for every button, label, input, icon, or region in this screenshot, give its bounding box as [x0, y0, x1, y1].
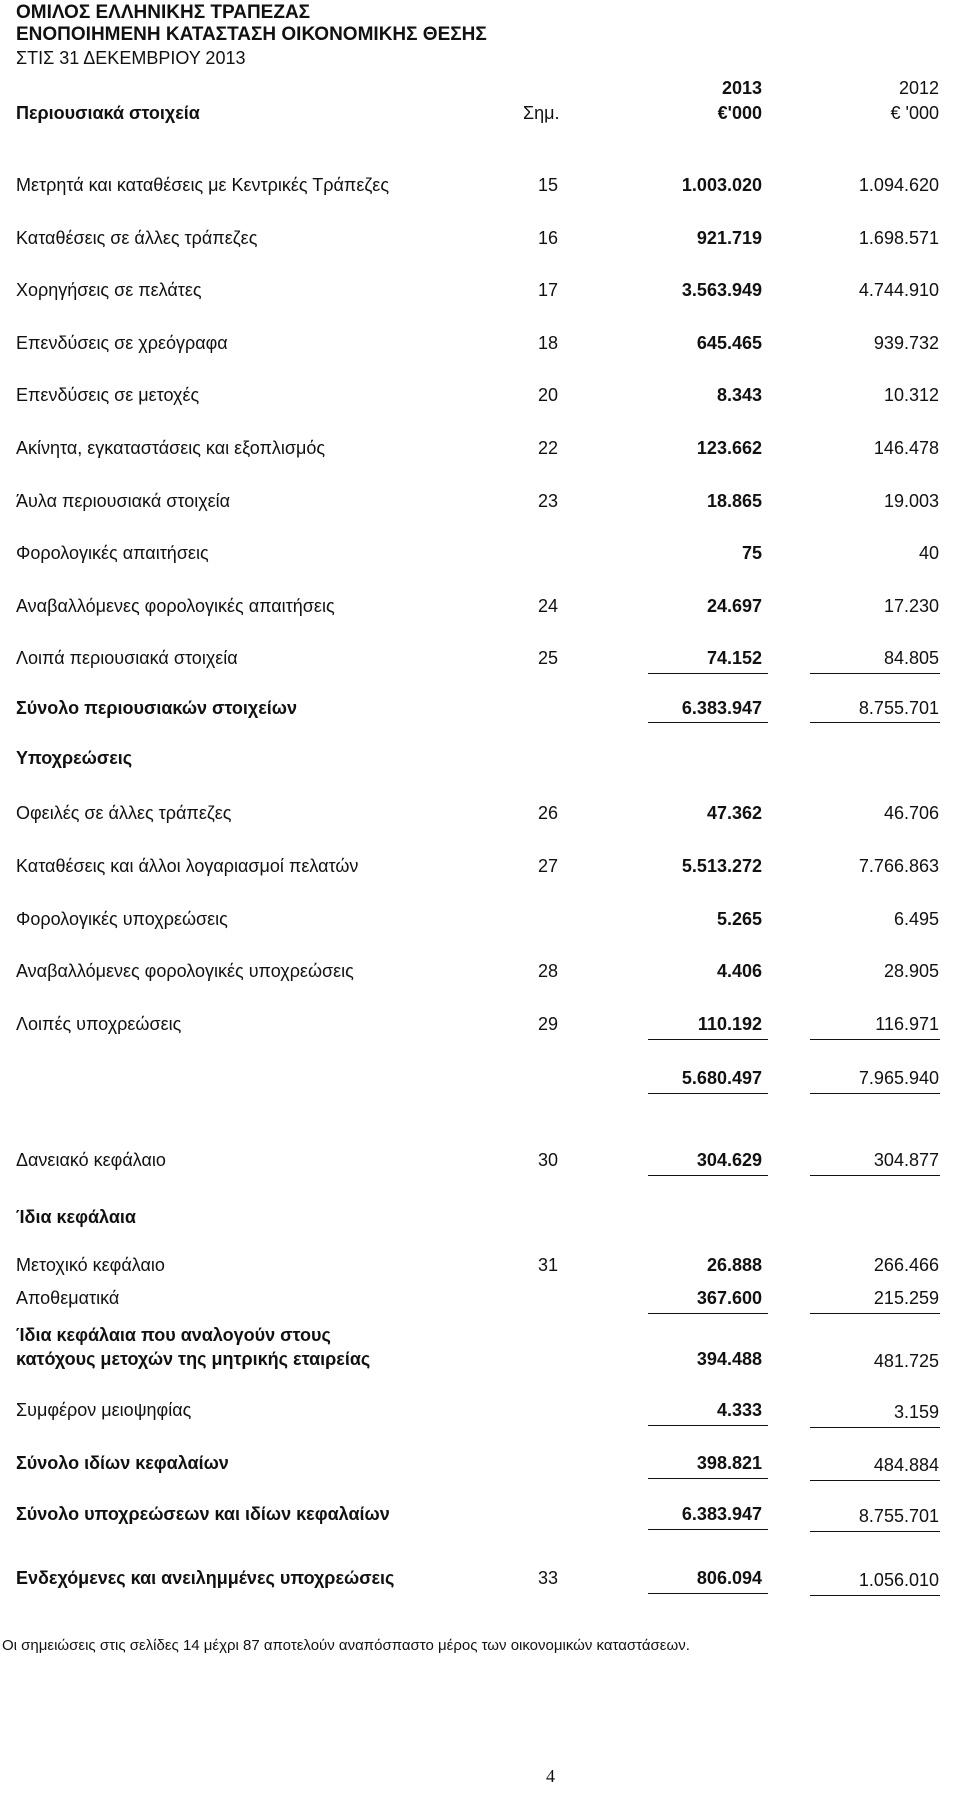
row-label: Αναβαλλόμενες φορολογικές υποχρεώσεις: [16, 961, 354, 981]
row-note: 24: [538, 596, 559, 616]
row-value-2012: 19.003: [883, 491, 939, 511]
row-label: Λοιπά περιουσιακά στοιχεία: [16, 648, 238, 668]
underline-2012: [810, 1480, 940, 1481]
total-equity-2012: 484.884: [873, 1455, 939, 1475]
row-value-2012: 266.466: [873, 1255, 939, 1275]
row-note: 17: [538, 280, 559, 300]
row-label: Λοιπές υποχρεώσεις: [16, 1014, 182, 1034]
contingent-2012: 1.056.010: [858, 1570, 939, 1590]
row-value-2013: 4.406: [716, 961, 762, 981]
year-2013-heading: 2013: [721, 78, 762, 98]
underline-2013: [648, 1529, 768, 1530]
row-label: Ακίνητα, εγκαταστάσεις και εξοπλισμός: [16, 438, 326, 458]
row-value-2012: 28.905: [883, 961, 939, 981]
row-value-2012: 46.706: [883, 803, 939, 823]
row-label: Επενδύσεις σε χρεόγραφα: [16, 333, 228, 353]
row-note: 31: [538, 1255, 559, 1275]
row-value-2013: 123.662: [696, 438, 762, 458]
row-label: Φορολογικές απαιτήσεις: [16, 543, 209, 563]
underline-2013: [648, 1093, 768, 1094]
underline-2012: [810, 1427, 940, 1428]
row-value-2013: 5.265: [716, 909, 762, 929]
row-label: Καταθέσεις και άλλοι λογαριασμοί πελατών: [16, 856, 359, 876]
contingent-2013: 806.094: [696, 1568, 762, 1588]
statement-date: ΣΤΙΣ 31 ΔΕΚΕΜΒΡΙΟΥ 2013: [16, 48, 246, 68]
loan-capital-note: 30: [538, 1150, 559, 1170]
underline-2013: [648, 1175, 768, 1176]
total-assets-label: Σύνολο περιουσιακών στοιχείων: [16, 698, 298, 718]
equity-parent-2012: 481.725: [873, 1351, 939, 1371]
row-note: 29: [538, 1014, 559, 1034]
liabilities-subtotal-2012: 7.965.940: [858, 1068, 939, 1088]
page-number: 4: [546, 1766, 555, 1786]
equity-parent-2013: 394.488: [696, 1349, 762, 1369]
row-label: Φορολογικές υποχρεώσεις: [16, 909, 228, 929]
underline-2013: [648, 1425, 768, 1426]
row-value-2013: 1.003.020: [681, 175, 762, 195]
loan-capital-2012: 304.877: [873, 1150, 939, 1170]
row-label: Μετρητά και καταθέσεις με Κεντρικές Τράπεζες: [16, 175, 389, 195]
row-note: 26: [538, 803, 559, 823]
row-label: Μετοχικό κεφάλαιο: [16, 1255, 165, 1275]
assets-section-title: Περιουσιακά στοιχεία: [16, 103, 200, 123]
underline-2012: [810, 1531, 940, 1532]
row-label: Άυλα περιουσιακά στοιχεία: [16, 491, 231, 511]
statement-title: ΕΝΟΠΟΙΗΜΕΝΗ ΚΑΤΑΣΤΑΣΗ ΟΙΚΟΝΟΜΙΚΗΣ ΘΕΣΗΣ: [16, 24, 487, 45]
row-value-2012: 40: [918, 543, 939, 563]
row-value-2012: 84.805: [883, 648, 939, 668]
row-value-2012: 215.259: [873, 1288, 939, 1308]
underline-2013: [648, 1313, 768, 1314]
row-note: 20: [538, 385, 559, 405]
row-value-2012: 4.744.910: [858, 280, 939, 300]
underline-2013: [648, 1478, 768, 1479]
row-value-2012: 1.094.620: [858, 175, 939, 195]
note-heading: Σημ.: [523, 103, 560, 123]
row-value-2012: 6.495: [893, 909, 939, 929]
equity-parent-label-line1: Ίδια κεφάλαια που αναλογούν στους: [16, 1325, 331, 1345]
unit-2013-heading: €'000: [717, 103, 762, 123]
row-value-2012: 146.478: [873, 438, 939, 458]
row-value-2013: 8.343: [716, 385, 762, 405]
total-assets-2013: 6.383.947: [681, 698, 762, 718]
underline-2013: [648, 673, 768, 674]
year-2012-heading: 2012: [898, 78, 939, 98]
company-name: ΟΜΙΛΟΣ ΕΛΛΗΝΙΚΗΣ ΤΡΑΠΕΖΑΣ: [16, 2, 311, 23]
row-value-2013: 74.152: [706, 648, 762, 668]
underline-2012: [810, 1313, 940, 1314]
contingent-note: 33: [538, 1568, 559, 1588]
row-label: Χορηγήσεις σε πελάτες: [16, 280, 202, 300]
row-value-2013: 921.719: [696, 228, 762, 248]
row-note: 27: [538, 856, 559, 876]
loan-capital-label: Δανειακό κεφάλαιο: [16, 1150, 166, 1170]
total-liab-equity-2013: 6.383.947: [681, 1504, 762, 1524]
equity-parent-label-line2: κατόχους μετοχών της μητρικής εταιρείας: [16, 1349, 371, 1369]
total-liab-equity-label: Σύνολο υποχρεώσεων και ιδίων κεφαλαίων: [16, 1504, 390, 1524]
row-value-2013: 5.513.272: [681, 856, 762, 876]
row-value-2013: 26.888: [706, 1255, 762, 1275]
row-value-2013: 3.563.949: [681, 280, 762, 300]
row-value-2012: 116.971: [875, 1014, 939, 1034]
underline-2013: [648, 1039, 768, 1040]
liabilities-section-title: Υποχρεώσεις: [16, 748, 133, 768]
row-label: Επενδύσεις σε μετοχές: [16, 385, 200, 405]
equity-section-title: Ίδια κεφάλαια: [16, 1207, 136, 1227]
row-label: Οφειλές σε άλλες τράπεζες: [16, 803, 232, 823]
row-value-2013: 75: [741, 543, 762, 563]
row-label: Καταθέσεις σε άλλες τράπεζες: [16, 228, 258, 248]
total-equity-2013: 398.821: [696, 1453, 762, 1473]
minority-2012: 3.159: [893, 1402, 939, 1422]
underline-2012: [810, 1093, 940, 1094]
total-equity-label: Σύνολο ιδίων κεφαλαίων: [16, 1453, 229, 1473]
row-value-2013: 47.362: [706, 803, 762, 823]
row-value-2012: 939.732: [873, 333, 939, 353]
underline-2012: [810, 1039, 940, 1040]
row-note: 18: [538, 333, 559, 353]
row-value-2013: 18.865: [706, 491, 762, 511]
row-value-2013: 367.600: [696, 1288, 762, 1308]
underline-2012: [810, 1595, 940, 1596]
underline-2012: [810, 1175, 940, 1176]
row-value-2013: 110.192: [697, 1014, 762, 1034]
row-value-2012: 17.230: [883, 596, 939, 616]
underline-2012: [810, 722, 940, 723]
row-note: 28: [538, 961, 559, 981]
total-assets-2012: 8.755.701: [858, 698, 939, 718]
row-note: 16: [538, 228, 559, 248]
row-value-2012: 7.766.863: [858, 856, 939, 876]
row-note: 15: [538, 175, 559, 195]
row-value-2013: 24.697: [706, 596, 762, 616]
row-note: 23: [538, 491, 559, 511]
loan-capital-2013: 304.629: [696, 1150, 762, 1170]
row-note: 22: [538, 438, 559, 458]
underline-2012: [810, 673, 940, 674]
row-label: Αποθεματικά: [16, 1288, 120, 1308]
unit-2012-heading: € '000: [890, 103, 939, 123]
minority-2013: 4.333: [716, 1400, 762, 1420]
underline-2013: [648, 722, 768, 723]
underline-2013: [648, 1593, 768, 1594]
total-liab-equity-2012: 8.755.701: [858, 1506, 939, 1526]
row-note: 25: [538, 648, 559, 668]
row-value-2013: 645.465: [696, 333, 762, 353]
minority-label: Συμφέρον μειοψηφίας: [16, 1400, 192, 1420]
footer-note: Οι σημειώσεις στις σελίδες 14 μέχρι 87 αποτελούν αναπόσπαστο μέρος των οικονομικών καταστάσεων.: [2, 1637, 690, 1654]
liabilities-subtotal-2013: 5.680.497: [681, 1068, 762, 1088]
row-value-2012: 10.312: [883, 385, 939, 405]
contingent-label: Ενδεχόμενες και ανειλημμένες υποχρεώσεις: [16, 1568, 395, 1588]
row-value-2012: 1.698.571: [858, 228, 939, 248]
row-label: Αναβαλλόμενες φορολογικές απαιτήσεις: [16, 596, 335, 616]
